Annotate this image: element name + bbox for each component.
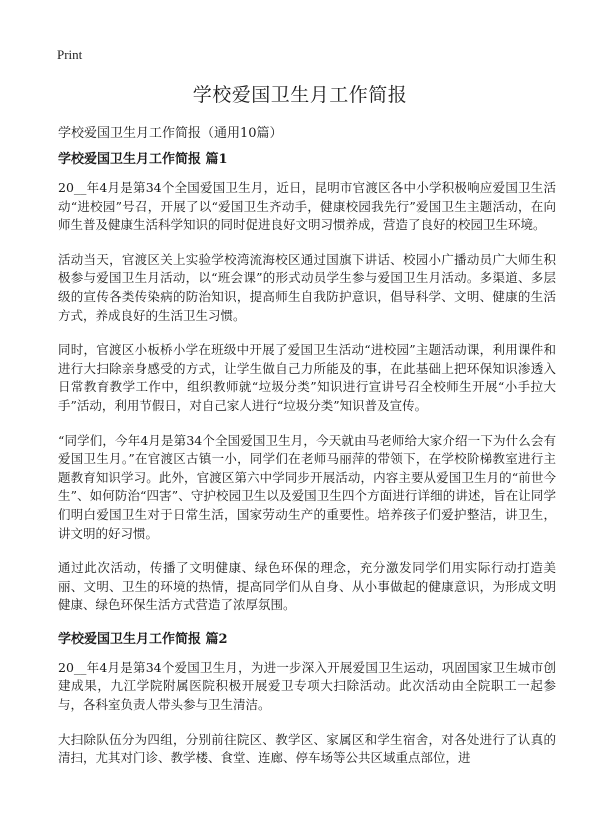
section-1-paragraph-2: 活动当天，官渡区关上实验学校湾流海校区通过国旗下讲话、校园小广播动员广大师生积极参与爱国卫生月活动，以“班会课”的形式动员学生参与爱国卫生月活动。多渠道、多层级的宣传各类传染病的防治知识，提高师生自我防护意识，倡导科学、文明、健康的生活方式，养成良好的生活卫生习惯。 <box>58 251 556 323</box>
section-heading-1: 学校爱国卫生月工作简报 篇1 <box>58 152 228 167</box>
section-1-paragraph-4: “同学们，今年4月是第34个全国爱国卫生月，今天就由马老师给大家介绍一下为什么会有爱国卫生月。”在官渡区古镇一小，同学们在老师马丽萍的带领下，在学校阶梯教室进行主题教育知识学习。此外，官渡区第六中学同步开展活动，内容主要从爱国卫生月的“前世今生”、如何防治“四害”、守护校园卫生以及爱国卫生四个方面进行详细的讲述，旨在让同学们明白爱国卫生对于日常生活，国家劳动生产的重要性。培养孩子们爱护整洁，讲卫生，讲文明的好习惯。 <box>58 432 556 541</box>
print-link[interactable]: Print <box>57 47 83 62</box>
section-2-paragraph-2: 大扫除队伍分为四组，分别前往院区、教学区、家属区和学生宿舍，对各处进行了认真的清扫，尤其对门诊、教学楼、食堂、连廊、停车场等公共区域重点部位，进 <box>58 731 556 766</box>
document-subtitle: 学校爱国卫生月工作简报（通用10篇） <box>58 126 283 141</box>
section-1-paragraph-5: 通过此次活动，传播了文明健康、绿色环保的理念，充分激发同学们用实际行动打造美丽、文明、卫生的环境的热情，提高同学们从自身、从小事做起的健康意识，为形成文明健康、绿色环保生活方式营造了浓厚氛围。 <box>58 560 556 613</box>
section-2-paragraph-1: 20__年4月是第34个爱国卫生月，为进一步深入开展爱国卫生运动，巩固国家卫生城市创建成果，九江学院附属医院积极开展爱卫专项大扫除活动。此次活动由全院职工一起参与，各科室负责人带头参与卫生清洁。 <box>58 659 556 713</box>
document-body <box>58 151 556 768</box>
section-1-paragraph-3: 同时，官渡区小板桥小学在班级中开展了爱国卫生活动“进校园”主题活动课，利用课件和进行大扫除亲身感受的方式，让学生做自己力所能及的事，在此基础上把环保知识渗透入日常教育教学工作中，组织教师就“垃圾分类”知识进行宣讲号召全校师生开展“小手拉大手”活动，利用节假日，对自己家人进行“垃圾分类”知识普及宣传。 <box>58 342 556 413</box>
section-1-paragraph-1: 20__年4月是第34个全国爱国卫生月，近日，昆明市官渡区各中小学积极响应爱国卫生活动“进校园”号召，开展了以“爱国卫生齐动手，健康校园我先行”爱国卫生主题活动，在向师生普及健康生活科学知识的同时促进良好文明习惯养成，营造了良好的校园卫生环境。 <box>58 180 556 233</box>
section-heading-2: 学校爱国卫生月工作简报 篇2 <box>58 631 228 647</box>
page-title: 学校爱国卫生月工作简报 <box>192 84 408 106</box>
